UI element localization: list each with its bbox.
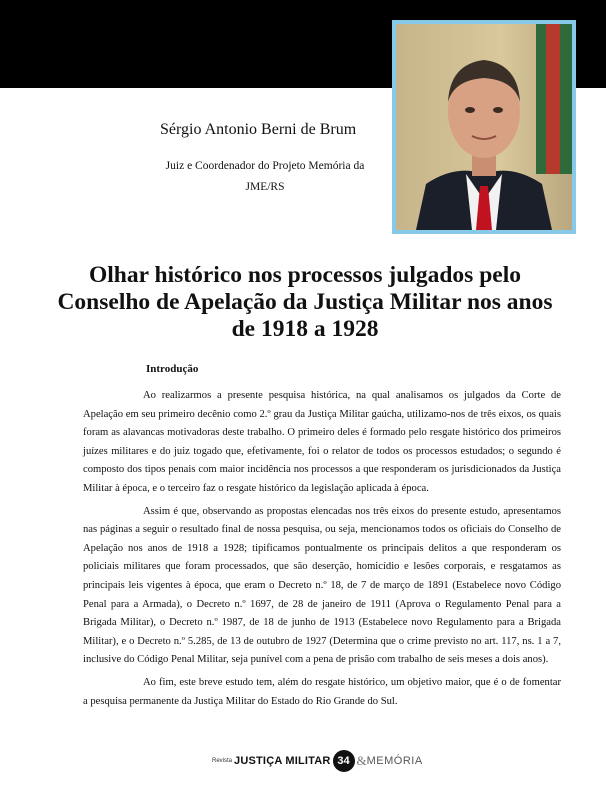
article-body	[83, 387, 561, 715]
body-paragraph: Ao realizarmos a presente pesquisa histórica, na qual analisamos os julgados da Corte de Apelação em seu primeiro decênio como 2.º grau da Justiça Militar gaúcha, utilizamo-nos de três eixos, os quais foram as alavancas motivadoras deste trabalho. O primeiro deles é formado pelo resgate histórico dos primeiros juízes militares e do juiz togado que, efetivamente, foi o relator de todos os processos estudados; o segundo é composto dos tipos penais com maior incidência nos processos a que responderam os jurisdicionados da Justiça Militar à época, e o terceiro faz o resgate histórico da legislação aplicada à época.	[83, 390, 561, 494]
footer-revista-label: Revista	[212, 758, 233, 764]
body-paragraph: Assim é que, observando as propostas elencadas nos três eixos do presente estudo, apresentamos nas páginas a seguir o resultado final de nossa pesquisa, ou seja, mencionamos todos os oficiais do Conselho de Apelação nos anos de 1918 a 1928; tipificamos pontualmente os principais delitos a que responderam os policiais militares que foram processados, que são deserção, homicídio e lesões corporais, e resgatamos as principais leis vigentes à época, que eram o Decreto n.º 18, de 7 de março de 1891 (Estabelece novo Código Penal para a Armada), o Decreto n.º 1697, de 28 de janeiro de 1911 (Aprova o Regulamento Penal para a Brigada Militar), o Decreto n.º 1987, de 18 de junho de 1913 (Estabelece novo Regulamento para a Brigada Militar), e o Decreto n.º 5.285, de 13 de outubro de 1927 (Determina que o crime previsto no art. 117, ns. 1 a 7, inclusive do Código Penal Militar, seja punível com a pena de prisão com trabalho de seis meses a dois anos).	[83, 505, 561, 666]
author-role	[140, 156, 390, 198]
article-title-line: de 1918 a 1928	[231, 316, 379, 342]
section-heading: Introdução	[146, 363, 199, 375]
footer-publication-name: JUSTIÇA MILITAR	[234, 755, 331, 767]
footer-ampersand: &	[356, 753, 367, 768]
author-portrait-image	[396, 24, 572, 230]
author-name: Sérgio Antonio Berni de Brum	[160, 121, 357, 138]
author-role-line: Juiz e Coordenador do Projeto Memória da	[165, 160, 365, 172]
page-footer	[212, 749, 423, 773]
footer-memoria-label: MEMÓRIA	[366, 755, 423, 767]
author-role-line: JME/RS	[245, 181, 285, 193]
article-title-line: Olhar histórico nos processos julgados pelo	[89, 262, 521, 288]
page-number-badge: 34	[333, 750, 355, 772]
article-title-line: Conselho de Apelação da Justiça Militar nos anos	[57, 289, 553, 315]
body-paragraph: Ao fim, este breve estudo tem, além do resgate histórico, um objetivo maior, que é o de fomentar a pesquisa permanente da Justiça Militar do Estado do Rio Grande do Sul.	[83, 676, 561, 707]
author-photo-frame	[392, 20, 576, 234]
article-title	[40, 262, 570, 343]
